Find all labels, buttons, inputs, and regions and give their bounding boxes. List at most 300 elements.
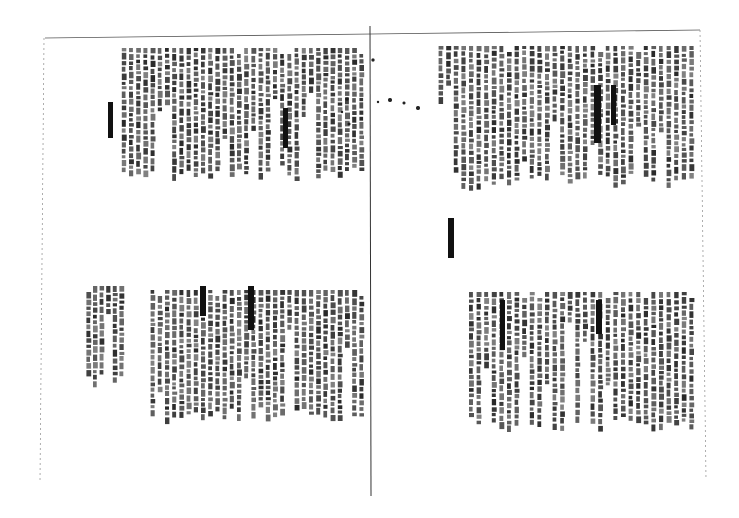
glyph-cell [644, 410, 648, 415]
glyph-cell [345, 113, 350, 120]
glyph-cell [477, 387, 481, 394]
glyph-cell [338, 381, 343, 387]
glyph-cell [316, 295, 321, 300]
glyph-cell [667, 292, 671, 297]
glyph-cell [651, 347, 656, 351]
glyph-cell [266, 337, 270, 343]
glyph-cell [187, 109, 191, 116]
glyph-cell [230, 382, 235, 389]
glyph-cell [530, 143, 534, 148]
glyph-cell [621, 167, 626, 174]
glyph-cell [259, 304, 264, 308]
glyph-cell [492, 315, 497, 318]
glyph-cell [667, 74, 671, 79]
glyph-cell [651, 352, 656, 356]
glyph-cell [560, 358, 565, 363]
glyph-cell [309, 62, 314, 67]
glyph-cell [606, 46, 610, 51]
glyph-cell [352, 298, 357, 305]
glyph-cell [100, 307, 104, 313]
glyph-cell [644, 46, 648, 50]
glyph-cell [492, 120, 497, 125]
glyph-cell [689, 409, 693, 412]
glyph-cell [689, 331, 693, 335]
glyph-cell [323, 336, 327, 342]
glyph-cell [331, 347, 335, 352]
glyph-cell [345, 341, 350, 347]
glyph-cell [345, 105, 349, 110]
glyph-cell [651, 378, 656, 385]
glyph-cell [323, 67, 328, 72]
glyph-cell [309, 365, 313, 368]
glyph-cell [223, 334, 227, 339]
glyph-cell [215, 119, 219, 125]
glyph-cell [230, 364, 234, 370]
glyph-cell [244, 155, 248, 160]
glyph-cell [237, 302, 242, 306]
glyph-cell [309, 55, 314, 60]
glyph-cell [215, 48, 220, 54]
glyph-cell [259, 402, 264, 407]
glyph-cell [651, 157, 656, 164]
glyph-cell [331, 134, 335, 138]
glyph-cell [208, 306, 213, 312]
glyph-cell [359, 379, 364, 386]
glyph-cell [636, 117, 640, 122]
glyph-cell [244, 333, 249, 340]
glyph-cell [492, 382, 497, 388]
glyph-cell [143, 136, 147, 140]
glyph-cell [613, 134, 618, 139]
glyph-cell [338, 79, 342, 85]
glyph-cell [215, 93, 219, 97]
glyph-cell [689, 59, 694, 65]
glyph-cell [201, 95, 205, 100]
glyph-cell [113, 377, 117, 382]
glyph-cell [194, 396, 199, 401]
glyph-cell [194, 407, 198, 412]
glyph-cell [553, 314, 557, 318]
glyph-cell [273, 84, 277, 88]
glyph-cell [172, 331, 176, 338]
glyph-cell [530, 159, 534, 165]
glyph-cell [122, 149, 126, 154]
glyph-cell [201, 62, 205, 68]
glyph-cell [613, 160, 618, 167]
glyph-cell [151, 399, 156, 403]
glyph-cell [507, 397, 511, 402]
glyph-cell [461, 95, 465, 98]
glyph-cell [136, 71, 141, 74]
glyph-cell [537, 342, 541, 345]
glyph-cell [674, 410, 679, 414]
glyph-cell [499, 151, 503, 156]
glyph-cell [560, 317, 565, 323]
glyph-cell [352, 92, 357, 97]
glyph-cell [575, 373, 579, 378]
glyph-cell [553, 104, 557, 108]
glyph-cell [591, 64, 595, 68]
glyph-cell [352, 124, 356, 129]
glyph-cell [522, 320, 527, 327]
glyph-cell [446, 61, 450, 67]
glyph-cell [86, 350, 91, 356]
glyph-cell [172, 318, 176, 324]
glyph-cell [359, 364, 363, 370]
glyph-cell [194, 94, 198, 98]
glyph-cell [359, 122, 363, 129]
glyph-cell [667, 383, 671, 389]
glyph-cell [621, 307, 625, 312]
glyph-cell [515, 129, 519, 134]
glyph-cell [122, 160, 126, 166]
glyph-cell [568, 72, 573, 76]
glyph-cell [259, 356, 264, 361]
glyph-cell [659, 332, 663, 336]
glyph-cell [323, 78, 327, 82]
glyph-cell [674, 60, 679, 65]
glyph-cell [359, 308, 363, 313]
glyph-cell [172, 340, 176, 346]
glyph-cell [522, 141, 526, 147]
glyph-cell [575, 121, 579, 124]
glyph-cell [636, 68, 640, 71]
glyph-cell [259, 297, 264, 302]
glyph-cell [352, 72, 356, 75]
glyph-cell [674, 292, 678, 298]
glyph-cell [545, 317, 549, 324]
glyph-cell [613, 339, 617, 344]
glyph-cell [187, 290, 191, 297]
glyph-cell [331, 105, 335, 111]
glyph-cell [591, 93, 595, 97]
glyph-cell [689, 349, 694, 355]
glyph-cell [194, 348, 198, 352]
glyph-cell [591, 76, 595, 83]
glyph-cell [208, 149, 212, 155]
glyph-cell [682, 126, 687, 129]
glyph-cell [201, 55, 205, 60]
glyph-cell [273, 76, 277, 82]
glyph-cell [223, 415, 227, 419]
glyph-cell [187, 117, 191, 122]
glyph-cell [295, 326, 299, 330]
glyph-cell [352, 326, 356, 330]
glyph-cell [461, 46, 466, 50]
glyph-cell [244, 133, 248, 138]
glyph-cell [667, 121, 672, 127]
glyph-cell [122, 82, 126, 85]
glyph-cell [359, 136, 364, 140]
glyph-cell [266, 114, 271, 118]
glyph-cell [215, 106, 219, 109]
glyph-cell [194, 161, 199, 166]
glyph-cell [651, 386, 656, 391]
glyph-cell [359, 393, 363, 399]
glyph-cell [621, 367, 626, 372]
glyph-cell [316, 140, 321, 146]
glyph-cell [194, 116, 198, 121]
glyph-cell [172, 174, 176, 181]
glyph-cell [682, 97, 686, 103]
glyph-cell [316, 66, 320, 72]
glyph-cell [659, 305, 663, 310]
glyph-cell [575, 114, 579, 119]
glyph-cell [553, 394, 557, 400]
glyph-cell [338, 389, 342, 393]
glyph-cell [507, 355, 512, 360]
glyph-cell [522, 298, 527, 303]
glyph-cell [439, 46, 444, 50]
glyph-cell [208, 290, 212, 293]
glyph-cell [230, 128, 235, 135]
glyph-cell [244, 373, 248, 378]
glyph-cell [194, 311, 199, 317]
glyph-cell [223, 121, 227, 127]
glyph-cell [179, 331, 183, 338]
glyph-cell [302, 69, 306, 74]
glyph-cell [682, 418, 686, 421]
glyph-cell [537, 352, 541, 357]
glyph-cell [295, 318, 299, 324]
glyph-cell [187, 403, 192, 410]
glyph-cell [575, 292, 580, 298]
glyph-cell [530, 343, 534, 349]
glyph-cell [338, 400, 342, 404]
glyph-cell [545, 299, 549, 303]
glyph-cell [636, 346, 640, 350]
glyph-cell [223, 310, 227, 314]
glyph-cell [179, 69, 183, 73]
glyph-cell [469, 305, 473, 312]
glyph-cell [522, 149, 526, 154]
glyph-cell [143, 157, 148, 164]
glyph-cell [591, 369, 595, 372]
glyph-cell [280, 89, 284, 93]
glyph-cell [629, 124, 633, 129]
glyph-cell [259, 320, 263, 325]
glyph-cell [122, 92, 126, 99]
glyph-cell [223, 81, 227, 86]
glyph-cell [515, 73, 520, 80]
glyph-cell [568, 108, 572, 113]
glyph-cell [251, 342, 256, 347]
glyph-cell [136, 122, 140, 128]
glyph-cell [629, 84, 634, 91]
glyph-cell [295, 377, 300, 381]
glyph-cell [151, 295, 156, 301]
glyph-cell [187, 311, 192, 317]
glyph-cell [659, 424, 663, 430]
glyph-cell [606, 85, 610, 92]
glyph-cell [667, 157, 672, 162]
glyph-cell [621, 180, 626, 185]
glyph-cell [158, 317, 163, 320]
glyph-cell [151, 158, 155, 164]
glyph-cell [165, 360, 169, 364]
glyph-cell [345, 84, 350, 89]
glyph-cell [499, 407, 504, 413]
glyph-cell [244, 361, 248, 364]
glyph-cell [629, 46, 634, 50]
glyph-cell [266, 360, 271, 363]
glyph-cell [331, 317, 336, 323]
glyph-cell [100, 354, 104, 361]
glyph-cell [172, 298, 176, 302]
glyph-cell [469, 388, 474, 392]
glyph-cell [215, 64, 219, 70]
glyph-cell [172, 145, 176, 149]
glyph-cell [280, 362, 284, 367]
glyph-cell [575, 46, 579, 53]
glyph-cell [636, 60, 640, 66]
glyph-cell [507, 370, 512, 376]
glyph-cell [484, 292, 488, 297]
glyph-cell [129, 135, 134, 139]
glyph-cell [230, 172, 235, 177]
glyph-cell [499, 366, 503, 372]
glyph-cell [499, 146, 503, 149]
glyph-cell [477, 99, 481, 106]
glyph-cell [667, 411, 672, 415]
glyph-cell [230, 298, 235, 304]
glyph-cell [194, 99, 198, 105]
glyph-cell [237, 329, 241, 336]
glyph-cell [553, 115, 557, 122]
glyph-cell [575, 72, 580, 77]
glyph-cell [345, 149, 350, 153]
glyph-cell [644, 421, 649, 425]
glyph-cell [613, 145, 617, 151]
glyph-cell [537, 113, 541, 120]
glyph-cell [266, 155, 270, 160]
glyph-cell [158, 322, 163, 327]
glyph-cell [122, 142, 126, 147]
glyph-cell [122, 74, 127, 81]
glyph-cell [636, 403, 640, 409]
glyph-cell [187, 165, 191, 171]
glyph-cell [244, 48, 248, 54]
glyph-cell [469, 313, 474, 320]
glyph-cell [469, 106, 473, 109]
glyph-cell [194, 362, 198, 366]
glyph-cell [251, 349, 256, 354]
glyph-cell [280, 396, 284, 402]
glyph-cell [208, 377, 213, 381]
glyph-cell [295, 152, 299, 158]
glyph-cell [446, 80, 451, 85]
glyph-cell [530, 420, 534, 425]
glyph-cell [522, 116, 527, 122]
glyph-cell [172, 62, 177, 66]
glyph-cell [682, 54, 686, 57]
glyph-cell [477, 395, 481, 399]
glyph-cell [469, 165, 473, 170]
glyph-cell [560, 163, 565, 170]
glyph-cell [537, 304, 542, 311]
glyph-cell [575, 339, 579, 342]
glyph-cell [689, 94, 693, 98]
glyph-cell [122, 112, 127, 118]
glyph-cell [215, 361, 219, 364]
glyph-cell [86, 363, 91, 369]
glyph-cell [187, 369, 191, 373]
glyph-cell [477, 322, 482, 328]
glyph-cell [259, 103, 264, 106]
glyph-cell [244, 140, 249, 146]
glyph-cell [323, 391, 327, 397]
glyph-cell [674, 420, 679, 425]
glyph-cell [461, 132, 466, 136]
glyph-cell [560, 426, 564, 431]
glyph-cell [331, 167, 336, 172]
glyph-cell [484, 46, 489, 52]
glyph-cell [530, 312, 535, 316]
glyph-cell [352, 164, 356, 168]
glyph-cell [194, 72, 199, 77]
glyph-cell [113, 298, 118, 302]
glyph-cell [244, 366, 248, 372]
glyph-cell [621, 159, 625, 165]
glyph-cell [575, 308, 579, 312]
glyph-cell [583, 59, 587, 63]
glyph-cell [674, 312, 678, 316]
glyph-cell [122, 135, 127, 141]
glyph-cell [151, 410, 155, 416]
glyph-cell [515, 351, 519, 356]
glyph-cell [158, 68, 162, 72]
glyph-cell [151, 342, 156, 348]
glyph-cell [659, 128, 664, 133]
glyph-cell [323, 297, 327, 302]
glyph-cell [682, 87, 687, 91]
glyph-cell [345, 62, 349, 66]
glyph-cell [179, 395, 184, 400]
glyph-cell [651, 93, 655, 98]
glyph-cell [553, 79, 557, 84]
glyph-cell [86, 292, 91, 299]
glyph-cell [338, 146, 343, 149]
glyph-cell [359, 117, 363, 121]
glyph-cell [201, 69, 205, 73]
glyph-cell [223, 304, 227, 309]
glyph-cell [492, 115, 496, 119]
glyph-cell [244, 96, 248, 102]
glyph-cell [621, 373, 625, 379]
glyph-cell [93, 308, 97, 313]
glyph-cell [345, 97, 349, 104]
glyph-cell [606, 133, 610, 137]
glyph-cell [201, 408, 206, 413]
glyph-cell [93, 355, 97, 361]
glyph-cell [522, 124, 527, 128]
glyph-cell [659, 71, 663, 75]
glyph-cell [651, 401, 656, 406]
glyph-cell [545, 148, 550, 152]
glyph-cell [629, 298, 633, 302]
glyph-cell [461, 88, 465, 94]
glyph-cell [537, 408, 541, 413]
glyph-cell [613, 319, 617, 326]
glyph-cell [530, 392, 534, 398]
glyph-cell [507, 98, 511, 103]
glyph-cell [522, 341, 526, 345]
glyph-cell [259, 340, 263, 346]
glyph-cell [119, 371, 123, 376]
glyph-cell [201, 140, 205, 146]
glyph-cell [302, 322, 307, 326]
glyph-cell [621, 400, 625, 404]
